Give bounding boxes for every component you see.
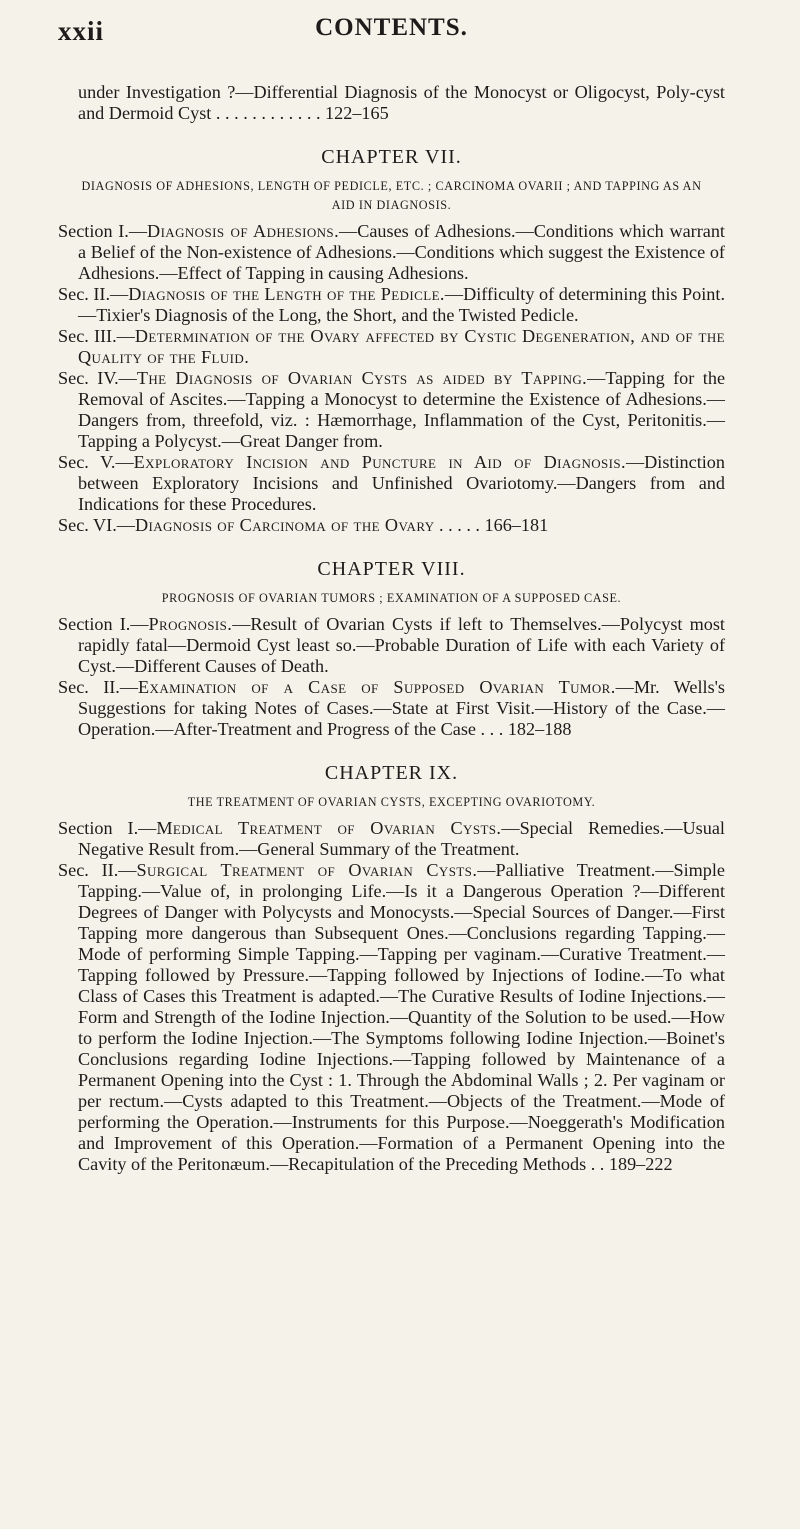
section-label: Sec. VI.— [58, 515, 135, 535]
chapter-subtitle: PROGNOSIS OF OVARIAN TUMORS ; EXAMINATION OF A SUPPOSED CASE. [161, 591, 622, 605]
section-entry [58, 860, 725, 1175]
section-text: —Tapping for the Removal of Ascites.—Tapping a Monocyst to determine the Existence of Adhesions.—Dangers from, threefold, viz. : Hæmorrhage, Inflammation of the Cyst, Peritonitis.—Tapping a Polycyst.—Great Danger from. [78, 368, 726, 451]
chapter-block [58, 762, 725, 1175]
chapter-list [58, 146, 725, 1175]
section-label: Sec. V.— [58, 452, 134, 472]
section-text: —Causes of Adhesions.—Conditions which warrant a Belief of the Non-existence of Adhesions.—Conditions which suggest the Existence of Adhesions.—Effect of Tapping in causing Adhesions. [78, 221, 725, 283]
section-entry [58, 677, 725, 740]
section-label: Sec. II.— [58, 860, 137, 880]
section-heading: Diagnosis of the Length of the Pedicle. [128, 284, 445, 304]
section-text: —Distinction between Exploratory Incisions and Unfinished Ovariotomy.—Dangers from and Indications for these Procedures. [78, 452, 725, 514]
section-entry [58, 221, 725, 284]
section-entry [58, 452, 725, 515]
section-entry [58, 614, 725, 677]
chapter-title: CHAPTER IX. [324, 762, 459, 784]
chapter-block [58, 146, 725, 536]
intro-text: under Investigation ?—Differential Diagnosis of the Monocyst or Oligocyst, Poly-cyst and Dermoid Cyst . . . . . . . . . . . . [78, 82, 725, 123]
section-heading: Determination of the Ovary affected by Cystic Degeneration, and of the Quality of the Fluid. [78, 326, 725, 367]
chapter-subtitle: THE TREATMENT OF OVARIAN CYSTS, EXCEPTING OVARIOTOMY. [187, 795, 596, 809]
chapter-subtitle: DIAGNOSIS OF ADHESIONS, LENGTH OF PEDICLE, ETC. ; CARCINOMA OVARII ; AND TAPPING AS AN AID IN DIAGNOSIS. [81, 179, 702, 212]
section-label: Sec. III.— [58, 326, 135, 346]
section-label: Sec. II.— [58, 284, 129, 304]
chapter-title: CHAPTER VII. [321, 146, 462, 168]
section-entry [58, 515, 725, 536]
chapter-title: CHAPTER VIII. [317, 558, 466, 580]
section-heading: Surgical Treatment of Ovarian Cysts. [136, 860, 478, 880]
section-entry [58, 326, 725, 368]
section-entry [58, 368, 725, 452]
section-heading: Diagnosis of Carcinoma of the Ovary [134, 515, 435, 535]
section-entry [58, 818, 725, 860]
section-text: —Difficulty of determining this Point.—Tixier's Diagnosis of the Long, the Short, and the Twisted Pedicle. [78, 284, 725, 325]
section-heading: Exploratory Incision and Puncture in Aid of Diagnosis. [133, 452, 626, 472]
section-entry [58, 284, 725, 326]
section-heading: Medical Treatment of Ovarian Cysts. [156, 818, 502, 838]
section-text: —Result of Ovarian Cysts if left to Themselves.—Polycyst most rapidly fatal—Dermoid Cyst least so.—Probable Duration of Life with each Variety of Cyst.—Different Causes of Death. [78, 614, 725, 676]
section-label: Section I.— [58, 818, 157, 838]
section-text: —Mr. Wells's Suggestions for taking Notes of Cases.—State at First Visit.—History of the Case.—Operation.—After-Treatment and Progress of the Case . . . [78, 677, 726, 739]
running-header [58, 0, 725, 60]
section-heading: The Diagnosis of Ovarian Cysts as aided by Tapping. [136, 368, 588, 388]
section-heading: Diagnosis of Adhesions. [147, 221, 340, 241]
section-label: Section I.— [58, 614, 149, 634]
section-label: Sec. IV.— [58, 368, 137, 388]
page-range: 182–188 [507, 719, 572, 739]
section-label: Section I.— [58, 221, 148, 241]
section-text: —Special Remedies.—Usual Negative Result from.—General Summary of the Treatment. [78, 818, 725, 859]
section-heading: Prognosis. [148, 614, 233, 634]
section-text: . . . . . [434, 515, 480, 535]
page-range: 166–181 [484, 515, 549, 535]
section-label: Sec. II.— [58, 677, 139, 697]
section-text: —Palliative Treatment.—Simple Tapping.—Value of, in prolonging Life.—Is it a Dangerous Operation ?—Different Degrees of Danger with Polycysts and Monocysts.—Special Sources of Danger.—First Tapping more dangerous than Subsequent Ones.—Conclusions regarding Tapping.—Mode of performing Simple Tapping.—Tapping per vaginam.—Curative Treatment.—Tapping followed by Pressure.—Tapping followed by Injections of Iodine.—To what Class of Cases this Treatment is adapted.—The Curative Results of Iodine Injections.—Form and Strength of the Iodine Injection.—Quantity of the Solution to be used.—How to perform the Iodine Injection.—The Symptoms following Iodine Injection.—Boinet's Conclusions regarding Iodine Injections.—Tapping followed by Maintenance of a Permanent Opening into the Cyst : 1. Through the Abdominal Walls ; 2. Per vaginam or per rectum.—Cysts adapted to this Treatment.—Objects of the Treatment.—Mode of performing the Operation.—Instruments for this Purpose.—Noeggerath's Modification and Improvement of this Operation.—Formation of a Permanent Opening into the Cavity of the Peritonæum.—Recapitulation of the Preceding Methods . . [78, 860, 725, 1174]
page-number: xxii [58, 16, 105, 46]
chapter-block [58, 558, 725, 740]
page-range: 122–165 [325, 103, 389, 123]
section-heading: Examination of a Case of Supposed Ovarian Tumor. [138, 677, 616, 697]
page-range: 189–222 [608, 1154, 673, 1174]
intro-entry [58, 82, 725, 124]
running-title: CONTENTS. [315, 14, 468, 41]
